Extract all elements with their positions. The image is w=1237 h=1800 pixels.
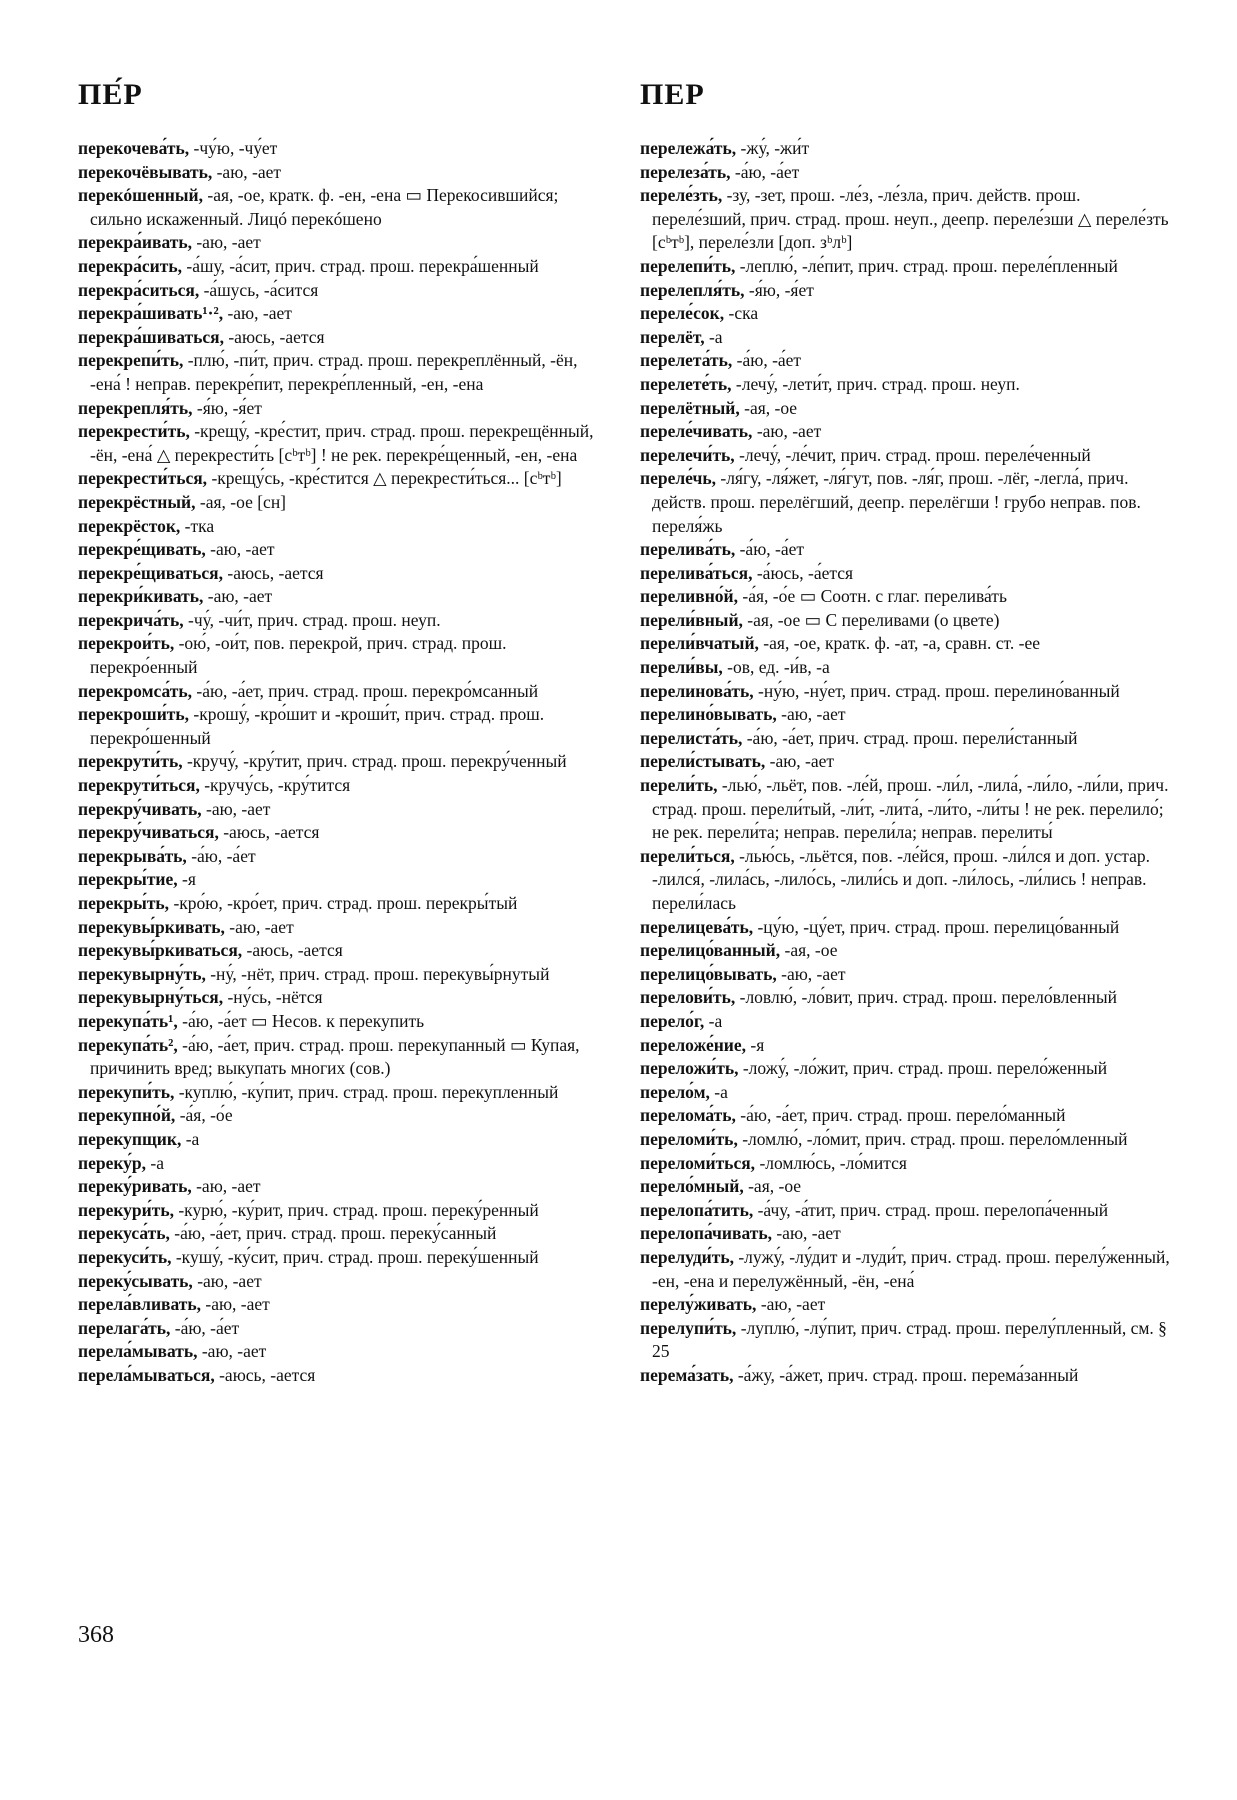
dictionary-entry [78,1270,610,1294]
dictionary-entry [640,845,1172,916]
entry-headword: переложи́ть, [640,1058,739,1079]
dictionary-entry [640,420,1172,444]
dictionary-entry [78,609,610,633]
dictionary-entry [640,1081,1172,1105]
dictionary-entry [78,538,610,562]
dictionary-entry [78,326,610,350]
entry-body: -а́ю, -а́ет, прич. страд. прош. переку́санный [169,1223,497,1244]
entry-body: -чу́, -чи́т, прич. страд. прош. неуп. [183,609,441,630]
dictionary-entry [640,703,1172,727]
entry-body: -кручу́сь, -кру́тится [199,775,351,796]
entry-headword: перекупи́ть, [78,1081,175,1102]
entry-body: -а [181,1128,200,1149]
entry-headword: перекури́ть, [78,1199,174,1220]
dictionary-entry [78,821,610,845]
entry-headword: перема́зать, [640,1364,734,1385]
dictionary-entry [640,1034,1172,1058]
entry-body: -а́шусь, -а́сится [199,279,319,300]
dictionary-entry [78,491,610,515]
entry-body: -ая, -ое, кратк. ф. -ат, -а, сравн. ст. -ее [758,633,1040,654]
page-number: 368 [78,1622,114,1648]
entry-headword: перекру́чиваться, [78,822,219,843]
dictionary-entry [78,845,610,869]
entry-body: -аю, -ает [776,963,846,984]
entry-headword: перекры́ть, [78,893,170,913]
entry-body: -аю, -ает [756,1294,826,1315]
entry-headword: перелови́ть, [640,987,736,1008]
entry-headword: перелу́живать, [640,1294,757,1315]
entry-body: -аю, -ает [191,1176,261,1197]
dictionary-entry [78,467,610,491]
entry-body: -лечу́, -ле́чит, прич. страд. прош. переле́ченный [734,444,1091,465]
entry-headword: переломи́ть, [640,1128,738,1149]
dictionary-entry [640,1199,1172,1223]
entry-body: -а́ю, -а́ет [732,350,802,371]
entry-body: -ловлю́, -ло́вит, прич. страд. прош. перело́вленный [735,987,1117,1008]
dictionary-entry [78,1034,610,1081]
dictionary-entry [640,255,1172,279]
dictionary-entry [640,1317,1172,1364]
dictionary-entry [78,349,610,396]
entry-headword: перелуди́ть, [640,1246,734,1267]
entry-headword: перелопа́чивать, [640,1223,772,1244]
dictionary-entry [78,1104,610,1128]
entry-body: -а́я, -о́е ▭ Соотн. с глаг. перелива́ть [738,586,1007,607]
entry-headword: перелага́ть, [78,1317,171,1338]
entry-body: -а́ю, -а́ет [735,539,805,560]
entry-body: -я́ю, -я́ет [744,279,814,300]
dictionary-entry [640,538,1172,562]
dictionary-entry [78,562,610,586]
dictionary-entry [78,585,610,609]
dictionary-entry [78,1152,610,1176]
entry-body: -ая, -ое [780,940,838,961]
entry-headword: перелупи́ть, [640,1317,737,1338]
entry-headword: перела́мываться, [78,1364,215,1385]
running-head-right: ПЕР [640,78,705,111]
dictionary-entry [640,1175,1172,1199]
entry-headword: перекрича́ть, [78,609,184,630]
entry-body: -жу́, -жи́т [736,138,810,158]
entry-body: -ов, ед. -и́в, -а [722,657,830,678]
dictionary-entry [640,680,1172,704]
entry-headword: перелицо́вывать, [640,963,777,984]
entry-headword: перекувы́ркивать, [78,916,225,937]
entry-body: -луплю́, -лу́пит, прич. страд. прош. перелу́пленный, см. § 25 [652,1317,1167,1362]
entry-headword: перекувырну́ться, [78,987,224,1008]
entry-headword: перекупа́ть¹, [78,1010,178,1031]
dictionary-entry [78,1128,610,1152]
dictionary-entry [640,986,1172,1010]
entry-body: -а [704,1010,723,1031]
dictionary-entry [78,939,610,963]
running-head-left: ПЕ́Р [78,78,143,111]
entry-headword: перелино́вывать, [640,704,777,725]
entry-body: -а́юсь, -а́ется [752,562,854,583]
entry-headword: перекрепи́ть, [78,350,184,371]
left-column [78,137,610,1387]
entry-headword: перекупно́й, [78,1105,176,1126]
dictionary-entry [78,1222,610,1246]
dictionary-entry [640,750,1172,774]
entry-headword: перели́вы, [640,657,723,678]
dictionary-entry [640,1246,1172,1293]
entry-body: -плю́, -пи́т, прич. страд. прош. перекреплённый, -ён, -ена́ ! неправ. перекре́пит, перекре́пленный, -ен, -ена [90,350,578,394]
entry-headword: перекра́ситься, [78,279,200,300]
entry-headword: перелицева́ть, [640,916,754,937]
entry-headword: перелива́ться, [640,562,753,583]
dictionary-entry [78,1340,610,1364]
entry-body: -ая, -ое [739,397,798,418]
dictionary-entry [640,326,1172,350]
entry-body: -а́ю, -а́ет [170,1317,240,1338]
entry-body: -тка [180,515,215,536]
dictionary-entry [78,1246,610,1270]
entry-body: -куплю́, -ку́пит, прич. страд. прош. перекупленный [174,1081,559,1102]
entry-headword: переливно́й, [640,586,738,607]
entry-body: -аюсь, -ается [242,940,343,961]
dictionary-entry [78,1317,610,1341]
entry-headword: перело́мный, [640,1176,744,1197]
entry-headword: перелепи́ть, [640,255,736,276]
entry-headword: перекупа́ть², [78,1034,178,1055]
dictionary-entry [78,680,610,704]
dictionary-entry [640,562,1172,586]
entry-body: -аю, -ает [771,1223,841,1244]
entry-body: -аю, -ает [205,539,275,560]
dictionary-entry [78,1293,610,1317]
entry-headword: перекрести́ться, [78,468,208,489]
dictionary-entry [78,255,610,279]
entry-headword: перекрои́ть, [78,633,175,654]
dictionary-entry [78,161,610,185]
entry-body: -крошу́, -кро́шит и -кроши́т, прич. страд. прош. перекро́шенный [90,704,545,748]
entry-headword: перекри́кивать, [78,586,204,607]
entry-headword: перекочева́ть, [78,138,190,158]
dictionary-entry [78,515,610,539]
entry-headword: перекре́щиваться, [78,562,223,583]
dictionary-entry [78,774,610,798]
entry-body: -аю, -ает [752,421,822,442]
entry-body: -а́ю, -а́ет [186,845,256,866]
entry-body: -ну́ю, -ну́ет, прич. страд. прош. перелино́ванный [753,680,1120,701]
entry-headword: перекóшенный, [78,185,204,206]
entry-headword: перекрути́ться, [78,775,200,796]
entry-headword: перелицо́ванный, [640,940,781,961]
entry-body: -а́ю, -а́ет, прич. страд. прош. перело́манный [735,1105,1066,1126]
entry-body: -ая, -ое ▭ С переливами (о цвете) [742,609,1000,630]
entry-body: -аю, -ает [776,704,846,725]
entry-headword: перекуса́ть, [78,1223,170,1244]
entry-headword: перели́вный, [640,609,743,630]
entry-body: -ну́сь, -нётся [223,987,323,1008]
entry-headword: перели́ться, [640,845,735,866]
entry-body: -аю, -ает [223,303,292,324]
entry-headword: перекрёсток, [78,515,181,536]
entry-headword: перележа́ть, [640,138,737,158]
entry-body: -а [709,1081,728,1102]
entry-body: -зу, -зет, прош. -ле́з, -ле́зла, прич. действ. прош. переле́зший, прич. страд. прош. неуп., деепр. переле́зши △ переле́зть [сᵇтᵇ], переле́зли [доп. зᵇлᵇ] [652,185,1169,253]
entry-headword: перелечи́ть, [640,444,735,465]
entry-headword: переложе́ние, [640,1034,747,1055]
entry-body: -ая, -ое, кратк. ф. -ен, -ена ▭ Перекосившийся; сильно искаженный. Лицó перекóшено [90,185,559,229]
entry-headword: перелета́ть, [640,350,733,371]
dictionary-entry [640,656,1172,680]
entry-body: -крещу́сь, -кре́стится △ перекрести́ться... [сᵇтᵇ] [207,468,562,489]
entry-headword: перели́ть, [640,775,718,796]
dictionary-entry [78,397,610,421]
entry-body: -ломлю́сь, -ло́мится [755,1152,907,1173]
entry-headword: перекра́ивать, [78,232,192,253]
entry-body: -лечу́, -лети́т, прич. страд. прош. неуп. [731,373,1020,394]
entry-body: -аюсь, -ается [223,326,325,347]
entry-headword: перело́м, [640,1081,710,1102]
entry-body: -а́чу, -а́тит, прич. страд. прош. перелопа́ченный [753,1199,1109,1220]
entry-body: -лужу́, -лу́дит и -луди́т, прич. страд. прош. перелу́женный, -ен, -ена и перелужённый, -ён, -ена́ [652,1246,1170,1291]
entry-body: -аю, -ает [197,1341,267,1362]
entry-body: -крещу́, -кре́стит, прич. страд. прош. перекрещённый, -ён, -ена́ △ перекрести́ть [сᵇтᵇ] ! не рек. перекре́щенный, -ен, -ена [90,421,594,465]
entry-body: -лью́, -льёт, пов. -ле́й, прош. -ли́л, -лила́, -ли́ло, -ли́ли, прич. страд. прош. перели́тый, -ли́т, -лита́, -ли́то, -ли́ты ! не рек. перелило́; не рек. перели́та; неправ. перели́ла; неправ. перелиты́ [652,775,1169,843]
entry-body: -кушу́, -ку́сит, прич. страд. прош. переку́шенный [171,1246,539,1267]
dictionary-entry [640,1057,1172,1081]
entry-headword: перелепля́ть, [640,279,745,300]
entry-headword: перекувы́ркиваться, [78,940,243,961]
entry-body: -а́жу, -а́жет, прич. страд. прош. перема́занный [733,1364,1079,1385]
entry-headword: перекра́сить, [78,255,182,276]
entry-headword: перекуси́ть, [78,1246,172,1267]
dictionary-entry [640,1364,1172,1388]
entry-headword: перекочёвывать, [78,161,213,182]
dictionary-entry [640,585,1172,609]
dictionary-entry [78,632,610,679]
entry-headword: перелёт, [640,326,705,347]
entry-headword: перели́вчатый, [640,633,759,654]
entry-headword: перелома́ть, [640,1105,736,1126]
dictionary-entry [78,1175,610,1199]
entry-body: -лью́сь, -льётся, пов. -ле́йся, прош. -ли́лся и доп. устар. -лился́, -лила́сь, -лило́сь, -лили́сь и доп. -ли́лось, -ли́лись ! неправ. перели́лась [652,845,1151,913]
entry-headword: переку́ривать, [78,1176,192,1197]
entry-body: -а́ю, -а́ет ▭ Несов. к перекупить [177,1010,425,1031]
entry-headword: перекрыва́ть, [78,845,187,866]
entry-body: -аю, -ает [192,1270,262,1291]
dictionary-entry [78,798,610,822]
dictionary-entry [78,279,610,303]
entry-body: -а́ю, -а́ет [730,161,800,182]
dictionary-entry [78,1364,610,1388]
entry-headword: перелопа́тить, [640,1199,754,1220]
entry-headword: перекромса́ть, [78,680,193,701]
entry-body: -аю, -ает [191,232,261,253]
entry-body: -а́я, -о́е [175,1105,233,1126]
dictionary-entry [78,1081,610,1105]
entry-headword: перекроши́ть, [78,704,189,725]
entry-body: -а́ю, -а́ет, прич. страд. прош. перекро́мсанный [192,680,539,701]
dictionary-entry [78,986,610,1010]
dictionary-entry [640,184,1172,255]
entry-body: -аю, -ает [203,586,273,607]
entry-body: -ломлю́, -ло́мит, прич. страд. прош. перело́мленный [737,1128,1128,1149]
dictionary-entry [640,444,1172,468]
dictionary-entry [640,1104,1172,1128]
entry-headword: перекрёстный, [78,491,196,512]
entry-headword: перела́мывать, [78,1341,198,1362]
dictionary-entry [640,727,1172,751]
entry-body: -ою́, -ои́т, пов. перекрой, прич. страд. прош. перекро́енный [90,633,507,678]
entry-headword: перелиста́ть, [640,727,743,748]
dictionary-entry [640,279,1172,303]
dictionary-entry [640,397,1172,421]
entry-headword: перекра́шиваться, [78,326,224,347]
entry-body: -ну́, -нёт, прич. страд. прош. перекувы́рнутый [205,963,550,984]
entry-headword: перели́стывать, [640,751,766,772]
entry-headword: перекра́шивать¹·², [78,303,224,324]
dictionary-entry [78,184,610,231]
entry-body: -леплю́, -ле́пит, прич. страд. прош. переле́пленный [735,255,1118,276]
entry-headword: переку́сывать, [78,1270,193,1291]
entry-body: -ложу́, -ло́жит, прич. страд. прош. перело́женный [738,1058,1108,1079]
entry-body: -а́ю, -а́ет, прич. страд. прош. перели́станный [742,727,1078,748]
dictionary-entry [640,467,1172,538]
entry-headword: перекру́чивать, [78,798,202,819]
entry-body: -а [146,1152,165,1173]
entry-body: -кро́ю, -кро́ет, прич. страд. прош. перекры́тый [169,893,518,913]
dictionary-entry [640,1010,1172,1034]
dictionary-entry [640,939,1172,963]
entry-headword: перекрепля́ть, [78,397,193,418]
entry-headword: перекувырну́ть, [78,963,206,984]
entry-body: -аю, -ает [765,751,835,772]
entry-body: -а́ю, -а́ет, прич. страд. прош. перекупанный ▭ Купая, причинить вред; выкупать многих (сов.) [90,1034,580,1079]
entry-body: -я [746,1034,765,1055]
entry-headword: переле́сок, [640,303,725,324]
entry-body: -аюсь, -ается [218,822,320,843]
dictionary-entry [640,1152,1172,1176]
dictionary-entry [640,963,1172,987]
dictionary-entry [640,632,1172,656]
dictionary-entry [78,1010,610,1034]
entry-body: -аю, -ает [201,1294,270,1315]
dictionary-entry [78,302,610,326]
dictionary-entry [640,349,1172,373]
dictionary-entry [640,1293,1172,1317]
entry-body: -я́ю, -я́ет [192,397,262,418]
entry-headword: перела́вливать, [78,1294,202,1315]
entry-headword: переле́чивать, [640,421,753,442]
dictionary-entry [78,420,610,467]
entry-body: -а́шу, -а́сит, прич. страд. прош. перекра́шенный [182,255,539,276]
entry-headword: перекры́тие, [78,869,178,890]
entry-body: -чу́ю, -чу́ет [189,138,278,158]
dictionary-entry [78,750,610,774]
dictionary-entry [78,703,610,750]
dictionary-entry [78,231,610,255]
dictionary-entry [640,916,1172,940]
dictionary-entry [78,137,610,161]
entry-headword: перекрести́ть, [78,421,190,442]
entry-headword: перелете́ть, [640,373,732,394]
dictionary-entry [640,373,1172,397]
dictionary-entry [640,1128,1172,1152]
entry-headword: перелётный, [640,397,740,418]
dictionary-entry [640,137,1172,161]
dictionary-entry [78,916,610,940]
entry-body: -аю, -ает [224,916,294,937]
entry-headword: переле́чь, [640,468,716,489]
entry-body: -аюсь, -ается [223,562,324,583]
entry-body: -цу́ю, -цу́ет, прич. страд. прош. перелицо́ванный [753,916,1120,937]
entry-body: -ая, -ое [743,1176,802,1197]
dictionary-entry [78,868,610,892]
dictionary-entry [640,161,1172,185]
entry-body: -ая, -ое [сн] [195,491,287,512]
entry-body: -аю, -ает [201,798,271,819]
entry-body: -ля́гу, -ля́жет, -ля́гут, пов. -ля́г, прош. -лёг, -легла́, прич. действ. прош. перелёгший, деепр. перелёгши ! грубо неправ. пов. переля́жь [652,468,1141,536]
entry-body: -аюсь, -ается [214,1364,316,1385]
entry-headword: перелинова́ть, [640,680,754,701]
dictionary-entry [640,302,1172,326]
dictionary-entry [78,963,610,987]
dictionary-entry [640,1222,1172,1246]
entry-body: -аю, -ает [212,161,282,182]
entry-headword: перекре́щивать, [78,539,206,560]
right-column [640,137,1172,1387]
entry-body: -ска [724,303,759,324]
dictionary-entry [640,609,1172,633]
dictionary-entry [78,892,610,916]
entry-body: -я [177,869,196,890]
entry-headword: перелеза́ть, [640,161,731,182]
entry-headword: переку́р, [78,1152,147,1173]
entry-headword: переле́зть, [640,185,723,206]
entry-headword: перело́г, [640,1010,705,1031]
entry-headword: перекрути́ть, [78,751,183,772]
entry-headword: перекупщик, [78,1128,182,1149]
entry-body: -кручу́, -кру́тит, прич. страд. прош. перекру́ченный [182,751,567,772]
entry-headword: переломи́ться, [640,1152,756,1173]
dictionary-entry [78,1199,610,1223]
entry-body: -курю́, -ку́рит, прич. страд. прош. переку́ренный [173,1199,539,1220]
entry-body: -а [704,326,723,347]
entry-headword: перелива́ть, [640,539,736,560]
dictionary-entry [640,774,1172,845]
